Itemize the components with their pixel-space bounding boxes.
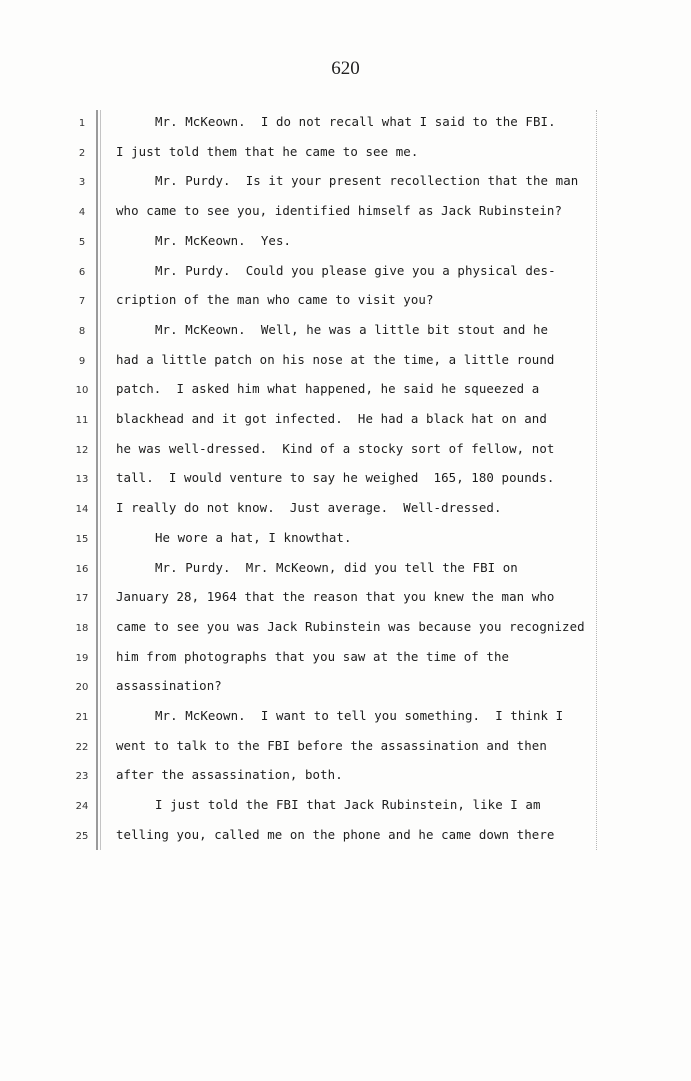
transcript-line: patch. I asked him what happened, he said he squeezed a (116, 381, 540, 396)
transcript-line: January 28, 1964 that the reason that you knew the man who (116, 589, 555, 604)
line-number: 19 (75, 653, 89, 664)
line-number: 1 (78, 118, 86, 129)
line-number: 13 (75, 474, 89, 485)
line-number: 14 (75, 504, 89, 515)
transcript-line: Mr. McKeown. Yes. (155, 233, 292, 248)
line-number: 25 (75, 831, 89, 842)
line-number: 23 (75, 771, 89, 782)
line-number: 2 (78, 148, 86, 159)
transcript-line: assassination? (116, 678, 222, 693)
transcript-line: who came to see you, identified himself as Jack Rubinstein? (116, 203, 563, 218)
line-number: 3 (78, 177, 86, 188)
transcript-line: Mr. McKeown. Well, he was a little bit stout and he (155, 322, 549, 337)
line-number: 15 (75, 534, 89, 545)
line-number: 18 (75, 623, 89, 634)
transcript-line: Mr. McKeown. I want to tell you something. I think I (155, 708, 564, 723)
line-number: 7 (78, 296, 86, 307)
line-number: 22 (75, 742, 89, 753)
line-number: 9 (78, 356, 86, 367)
page-number: 620 (331, 58, 360, 79)
left-margin-rule-inner (100, 110, 101, 850)
transcript-line: blackhead and it got infected. He had a black hat on and (116, 411, 547, 426)
transcript-line: I just told them that he came to see me. (116, 144, 419, 159)
transcript-line: went to talk to the FBI before the assassination and then (116, 738, 547, 753)
line-number: 24 (75, 801, 89, 812)
line-number: 21 (75, 712, 89, 723)
line-number: 20 (75, 682, 89, 693)
transcript-line: he was well-dressed. Kind of a stocky sort of fellow, not (116, 441, 555, 456)
transcript-line: He wore a hat, I knowthat. (155, 530, 352, 545)
line-number: 4 (78, 207, 86, 218)
line-number: 8 (78, 326, 86, 337)
transcript-line: Mr. Purdy. Could you please give you a physical des- (155, 263, 556, 278)
transcript-line: Mr. McKeown. I do not recall what I said to the FBI. (155, 114, 556, 129)
transcript-line: him from photographs that you saw at the time of the (116, 649, 510, 664)
transcript-line: had a little patch on his nose at the time, a little round (116, 352, 555, 367)
line-number: 11 (75, 415, 89, 426)
transcript-line: tall. I would venture to say he weighed 165, 180 pounds. (116, 470, 555, 485)
line-number: 12 (75, 445, 89, 456)
transcript-line: cription of the man who came to visit you? (116, 292, 434, 307)
right-margin-rule (596, 110, 597, 850)
transcript-line: came to see you was Jack Rubinstein was because you recognized (116, 619, 585, 634)
line-number: 6 (78, 267, 86, 278)
line-number: 16 (75, 564, 89, 575)
left-margin-rule (96, 110, 98, 850)
transcript-line: telling you, called me on the phone and he came down there (116, 827, 555, 842)
transcript-line: after the assassination, both. (116, 767, 343, 782)
transcript-line: Mr. Purdy. Is it your present recollection that the man (155, 173, 579, 188)
transcript-line: I really do not know. Just average. Well-dressed. (116, 500, 502, 515)
transcript-line: I just told the FBI that Jack Rubinstein, like I am (155, 797, 541, 812)
line-number: 5 (78, 237, 86, 248)
line-number: 10 (75, 385, 89, 396)
transcript-line: Mr. Purdy. Mr. McKeown, did you tell the FBI on (155, 560, 518, 575)
line-number: 17 (75, 593, 89, 604)
